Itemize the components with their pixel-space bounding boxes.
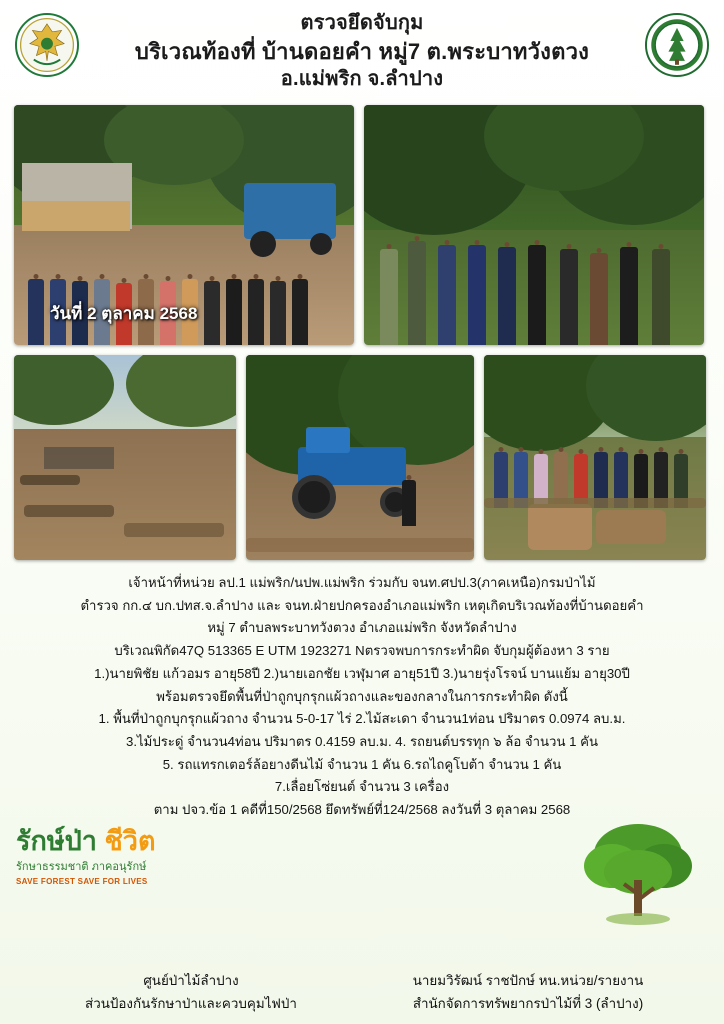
title-line-2: บริเวณท้องที่ บ้านดอยคำ หมู่7 ต.พระบาทวังตวง <box>134 38 590 64</box>
title-line-3: อ.แม่พริก จ.ลำปาง <box>280 68 444 91</box>
rak-pa-logo <box>16 825 186 886</box>
report-line: หมู่ 7 ตำบลพระบาทวังตวง อำเภอแม่พริก จังหวัดลำปาง <box>207 620 517 636</box>
photo-officers-in-forest <box>364 105 704 345</box>
footer-right-line-1: นายมวิรัฒน์ ราชปักษ์ หน.หน่วย/รายงาน <box>412 973 644 989</box>
report-body <box>0 560 724 822</box>
footer-right-line-2: สำนักจัดการทรัพยากรป่าไม้ที่ 3 (ลำปาง) <box>412 996 644 1012</box>
footer <box>0 970 724 1016</box>
footer-left <box>26 970 356 1016</box>
photo-grid <box>0 99 724 560</box>
rak-pa-logo-sub: รักษาธรรมชาติ ภาคอนุรักษ์ <box>16 860 147 873</box>
photo-date-caption: วันที่ 2 ตุลาคม 2568 <box>50 304 198 324</box>
footer-left-line-2: ส่วนป้องกันรักษาป่าและควบคุมไฟป่า <box>85 996 297 1012</box>
garuda-provincial-seal-icon <box>14 12 80 78</box>
photo-row-bottom <box>14 355 710 560</box>
report-line: 7.เลื่อยโซ่ยนต์ จำนวน 3 เครื่อง <box>274 779 450 795</box>
photo-officers-with-logs <box>484 355 706 560</box>
report-line: ตาม ปจว.ข้อ 1 คดีที่150/2568 ยึดทรัพย์ที่124/2568 ลงวันที่ 3 ตุลาคม 2568 <box>153 802 571 818</box>
photo-row-top <box>14 105 710 345</box>
photo-seized-tractor <box>246 355 474 560</box>
report-line: 1.)นายพิชัย แก้วอมร อายุ58ปี 2.)นายเอกชัย เวฬุมาศ อายุ51ปี 3.)นายรุ่งโรจน์ บานแย้ม อายุ30ปี <box>94 665 630 681</box>
rak-pa-logo-eng: SAVE FOREST SAVE FOR LIVES <box>16 876 148 886</box>
tree-icon <box>578 820 698 925</box>
rak-pa-logo-text-2: ชีวิต <box>104 825 156 856</box>
forest-department-seal-icon <box>644 12 710 78</box>
report-line: 3.ไม้ประดู่ จำนวน4ท่อน ปริมาตร 0.4159 ลบ.ม. 4. รถยนต์บรรทุก ๖ ล้อ จำนวน 1 คัน <box>126 733 598 749</box>
report-line: ตำรวจ กก.๔ บก.ปทส.จ.ลำปาง และ จนท.ฝ่ายปกครองอำเภอแม่พริก เหตุเกิดบริเวณท้องที่บ้านดอยคำ <box>80 597 644 613</box>
rak-pa-logo-text: รักษ์ป่า <box>16 825 97 856</box>
report-line: เจ้าหน้าที่หน่วย ลป.1 แม่พริก/นปพ.แม่พริก ร่วมกับ จนท.ศปป.3(ภาคเหนือ)กรมป่าไม้ <box>128 575 596 591</box>
photo-cleared-land <box>14 355 236 560</box>
logo-band <box>0 826 724 918</box>
title-line-1: ตรวจยึดจับกุม <box>300 12 424 34</box>
report-line: พร้อมตรวจยึดพื้นที่ป่าถูกบุกรุกแผ้วถางและของกลางในการกระทำผิด ดังนี้ <box>156 688 568 704</box>
footer-left-line-1: ศูนย์ป่าไม้ลำปาง <box>143 973 239 989</box>
header <box>0 0 724 99</box>
rak-pa-logo-main <box>16 825 186 856</box>
report-line: 5. รถแทรกเตอร์ล้อยางดีนไม้ จำนวน 1 คัน 6.รถไถคูโบต้า จำนวน 1 คัน <box>162 756 562 772</box>
photo-group-at-sawmill <box>14 105 354 345</box>
report-line: บริเวณพิกัด47Q 513365 E UTM 1923271 Nตรวจพบการกระทำผิด จับกุมผู้ต้องหา 3 ราย <box>114 643 610 659</box>
footer-right <box>358 970 698 1016</box>
report-line: 1. พื้นที่ป่าถูกบุกรุกแผ้วถาง จำนวน 5-0-17 ไร่ 2.ไม้สะเดา จำนวน1ท่อน ปริมาตร 0.0974 ลบ.ม. <box>98 711 626 727</box>
